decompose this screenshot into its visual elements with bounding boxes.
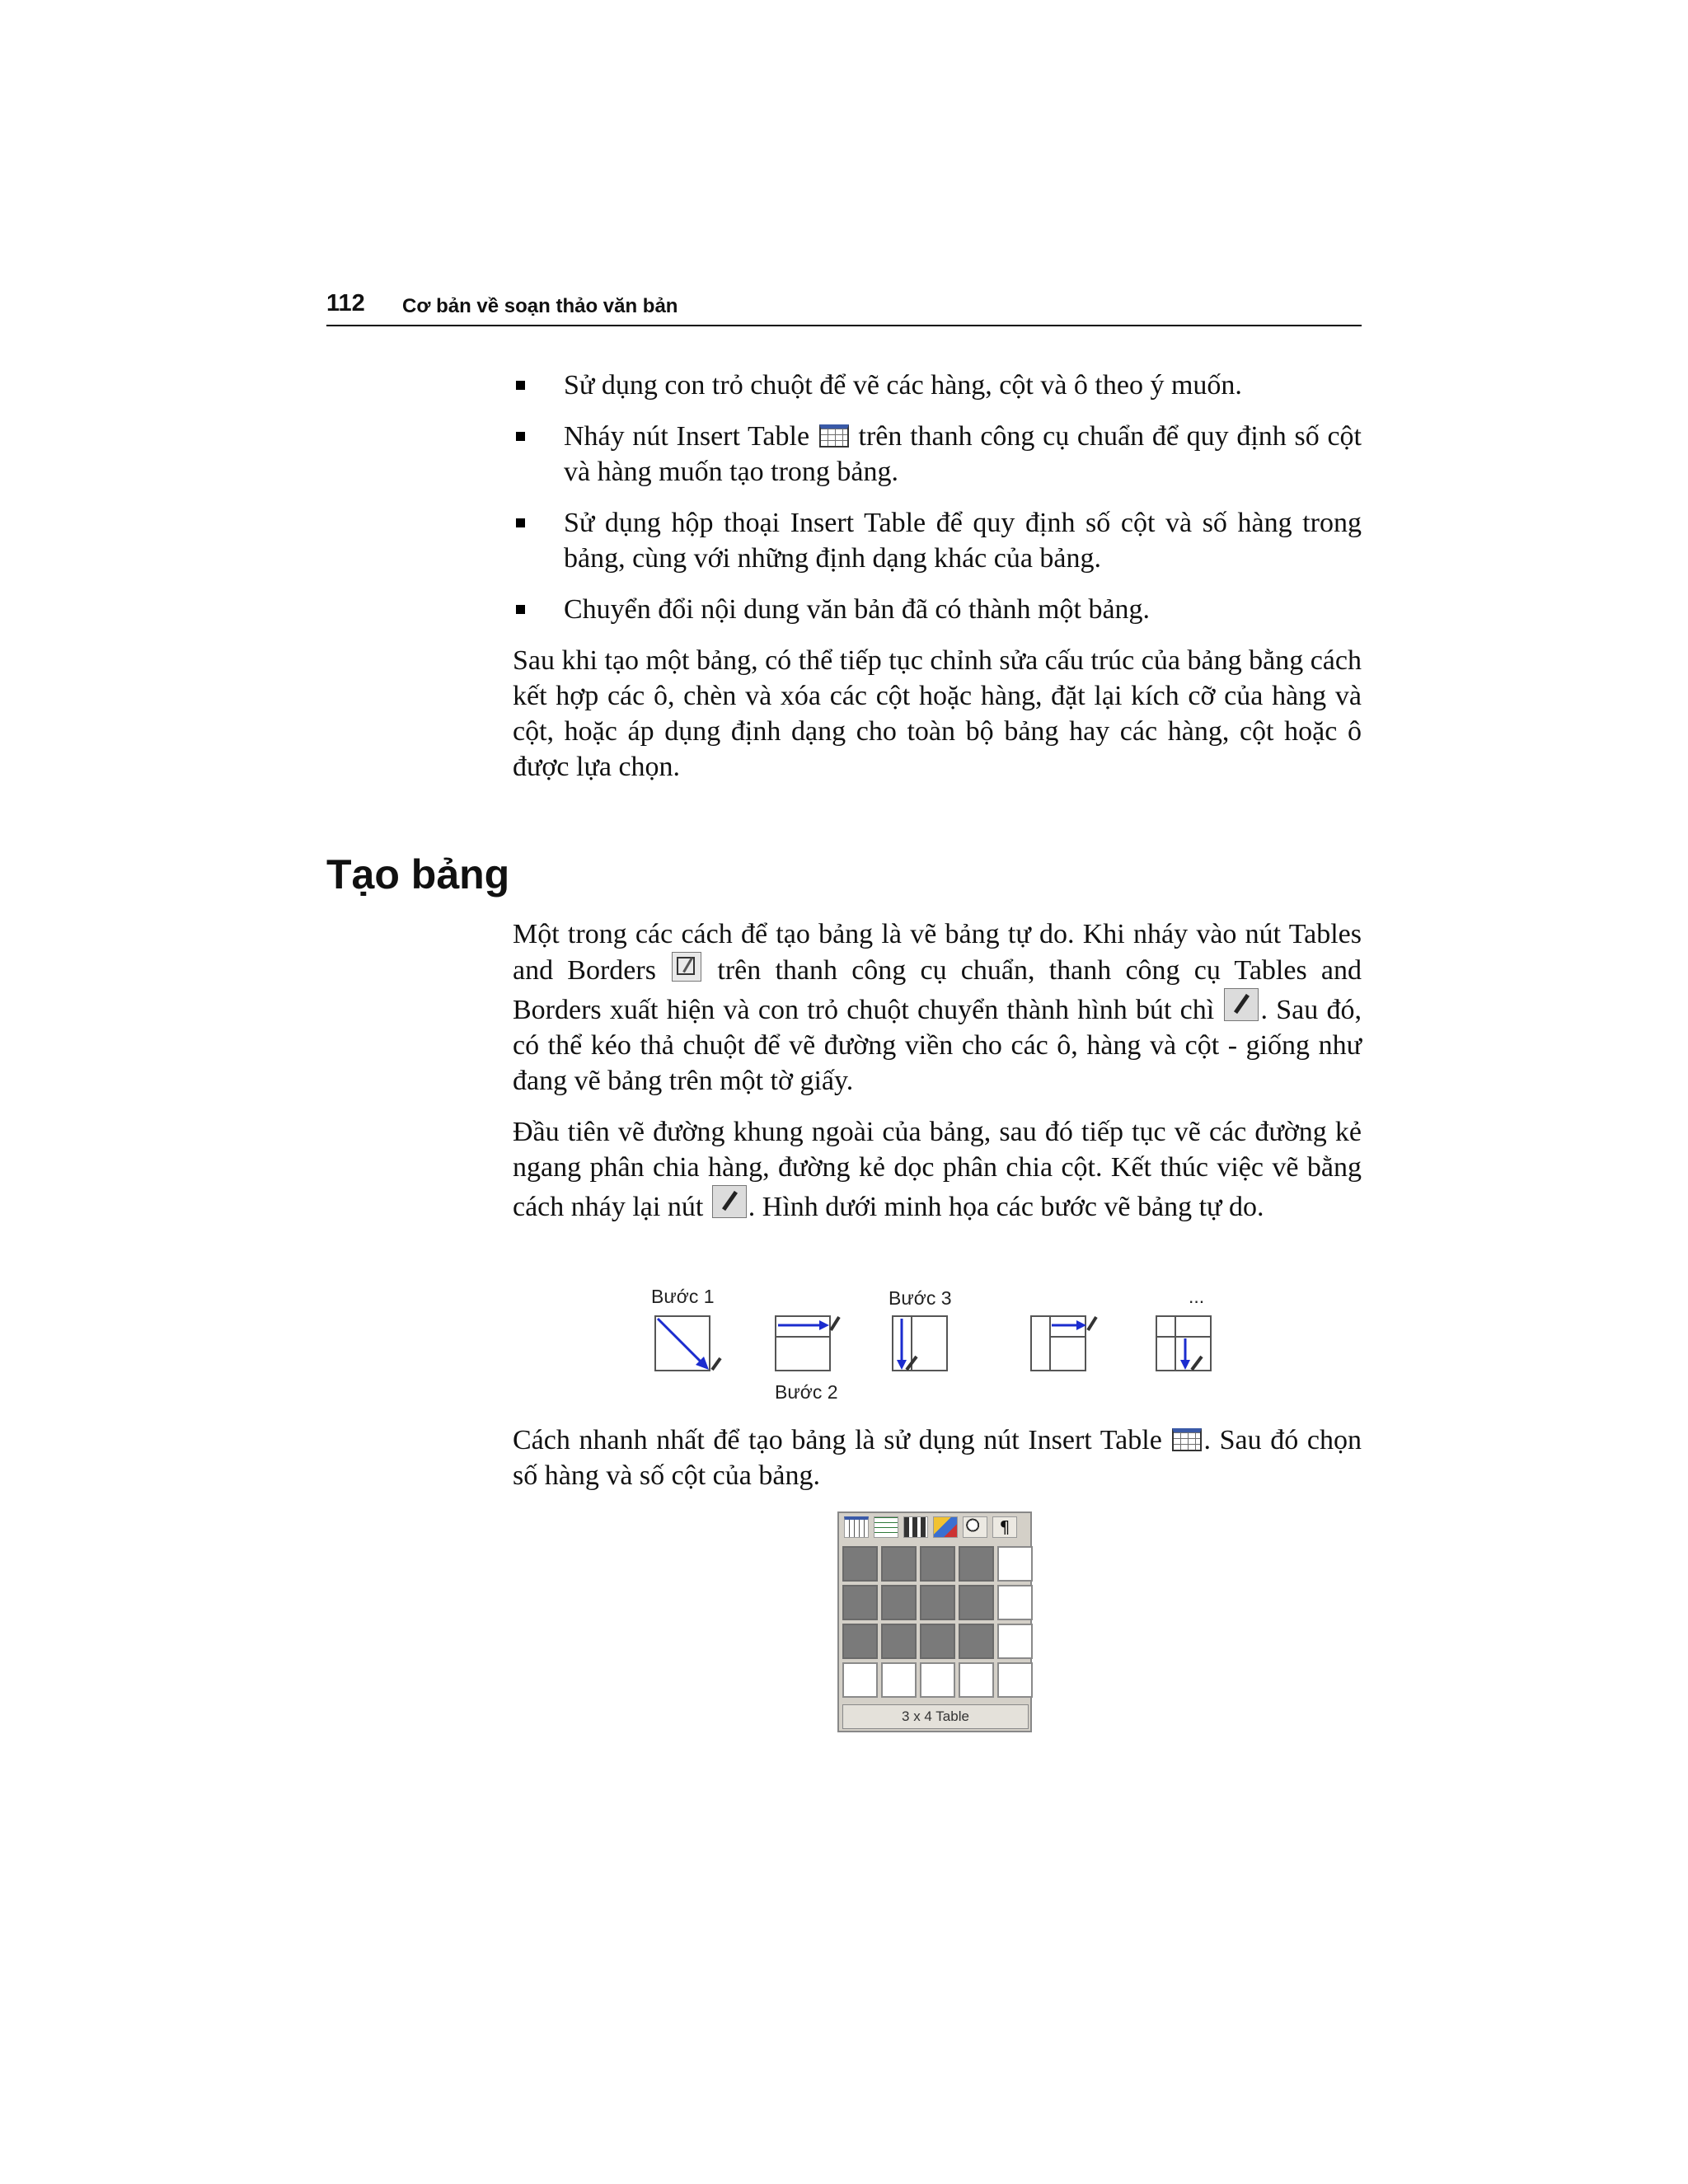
grid-cell[interactable] bbox=[997, 1662, 1033, 1698]
running-title: Cơ bản về soạn thảo văn bản bbox=[402, 295, 678, 317]
drawing-icon[interactable] bbox=[933, 1516, 958, 1538]
step3-box bbox=[892, 1315, 948, 1371]
grid-cell[interactable] bbox=[881, 1624, 917, 1659]
standard-toolbar-strip bbox=[839, 1513, 1030, 1541]
intro-paragraph: Sau khi tạo một bảng, có thể tiếp tục chỉnh sửa cấu trúc của bảng bằng cách kết hợp các ô, chèn và xóa các cột hoặc hàng, đặt lại kích cỡ của hàng và cột, hoặc áp dụng định dạng cho toàn bộ bảng hay các hàng, cột hoặc ô được lựa chọn. bbox=[513, 645, 1362, 782]
step2-label: Bước 2 bbox=[775, 1381, 838, 1403]
paragraph-draw-table: Một trong các cách để tạo bảng là vẽ bảng tự do. Khi nháy vào nút Tables and Borders trên thanh công cụ chuẩn, thanh công cụ Tables and Borders xuất hiện và con trỏ chuột chuyển thành hình bút chì . Sau đó, có thể kéo thả chuột để vẽ đường viền cho các ô, hàng và cột - giống như đang vẽ bảng trên một tờ giấy. bbox=[513, 919, 1362, 1096]
bullet-text: Sử dụng hộp thoại Insert Table để quy định số cột và số hàng trong bảng, cùng với những định dạng khác của bảng. bbox=[564, 508, 1362, 574]
list-item bbox=[513, 592, 1362, 627]
bullet-square-icon bbox=[516, 381, 525, 390]
grid-cell[interactable] bbox=[881, 1662, 917, 1698]
grid-cell[interactable] bbox=[920, 1585, 955, 1620]
bullet-square-icon bbox=[516, 432, 525, 441]
bullet-text: Chuyển đổi nội dung văn bản đã có thành một bảng. bbox=[564, 594, 1151, 625]
grid-cell[interactable] bbox=[842, 1624, 878, 1659]
section-body bbox=[513, 916, 1362, 1240]
table-size-grid[interactable] bbox=[842, 1546, 1033, 1698]
insert-table-icon bbox=[1172, 1428, 1202, 1451]
list-item bbox=[513, 419, 1362, 490]
grid-cell[interactable] bbox=[959, 1546, 994, 1582]
pencil-icon bbox=[712, 1185, 747, 1218]
insert-table-icon bbox=[819, 424, 849, 448]
page-header bbox=[326, 290, 1362, 326]
table-size-status: 3 x 4 Table bbox=[842, 1704, 1029, 1729]
grid-cell[interactable] bbox=[920, 1624, 955, 1659]
grid-cell[interactable] bbox=[881, 1585, 917, 1620]
grid-cell[interactable] bbox=[997, 1624, 1033, 1659]
step1-label: Bước 1 bbox=[651, 1286, 715, 1307]
grid-cell[interactable] bbox=[959, 1585, 994, 1620]
insert-excel-icon[interactable] bbox=[874, 1516, 898, 1538]
grid-cell[interactable] bbox=[997, 1546, 1033, 1582]
insert-table-icon[interactable] bbox=[844, 1516, 869, 1538]
insert-table-paragraph-block bbox=[513, 1422, 1362, 1509]
columns-icon[interactable] bbox=[903, 1516, 928, 1538]
draw-steps-figure bbox=[635, 1286, 1228, 1409]
insert-table-dropdown bbox=[837, 1511, 1032, 1732]
step4-box bbox=[1030, 1315, 1086, 1371]
grid-cell[interactable] bbox=[842, 1662, 878, 1698]
grid-cell[interactable] bbox=[959, 1662, 994, 1698]
pilcrow-icon[interactable]: ¶ bbox=[992, 1516, 1017, 1538]
bullet-square-icon bbox=[516, 518, 525, 527]
section-heading: Tạo bảng bbox=[326, 851, 510, 898]
tables-and-borders-icon bbox=[672, 952, 701, 982]
grid-cell[interactable] bbox=[920, 1546, 955, 1582]
grid-cell[interactable] bbox=[920, 1662, 955, 1698]
vertical-arrow-pencil-icon bbox=[892, 1315, 958, 1381]
bullet-square-icon bbox=[516, 605, 525, 614]
bullet-text: Nháy nút Insert Table bbox=[564, 421, 818, 452]
grid-cell[interactable] bbox=[881, 1546, 917, 1582]
paragraph-draw-steps: Đầu tiên vẽ đường khung ngoài của bảng, sau đó tiếp tục vẽ các đường kẻ ngang phân chia hàng, đường kẻ dọc phân chia cột. Kết thúc việc vẽ bằng cách nháy lại nút . Hình dưới minh họa các bước vẽ bảng tự do. bbox=[513, 1117, 1362, 1222]
step2-box bbox=[775, 1315, 831, 1371]
list-item bbox=[513, 368, 1362, 403]
bullet-text: trên thanh công cụ chuẩn để quy định số cột và hàng muốn tạo trong bảng. bbox=[564, 421, 1362, 487]
horizontal-arrow-pencil-icon bbox=[1030, 1315, 1096, 1381]
paragraph-insert-table: Cách nhanh nhất để tạo bảng là sử dụng nút Insert Table . Sau đó chọn số hàng và số cột của bảng. bbox=[513, 1425, 1362, 1491]
grid-cell[interactable] bbox=[959, 1624, 994, 1659]
grid-cell[interactable] bbox=[842, 1546, 878, 1582]
page-number: 112 bbox=[326, 290, 365, 316]
grid-cell[interactable] bbox=[997, 1585, 1033, 1620]
grid-cell[interactable] bbox=[842, 1585, 878, 1620]
vertical-arrow-pencil-icon bbox=[1156, 1315, 1221, 1381]
step1-box bbox=[654, 1315, 710, 1371]
more-steps-label: ... bbox=[1189, 1286, 1205, 1307]
bullet-list bbox=[513, 368, 1362, 627]
horizontal-arrow-pencil-icon bbox=[775, 1315, 841, 1381]
step5-box bbox=[1156, 1315, 1212, 1371]
bullet-text: Sử dụng con trỏ chuột để vẽ các hàng, cột và ô theo ý muốn. bbox=[564, 370, 1242, 401]
diagonal-arrow-pencil-icon bbox=[654, 1315, 720, 1381]
bullet-section bbox=[513, 368, 1362, 800]
pencil-icon bbox=[1224, 988, 1259, 1021]
step3-label: Bước 3 bbox=[889, 1287, 952, 1309]
document-map-icon[interactable] bbox=[963, 1516, 987, 1538]
list-item bbox=[513, 505, 1362, 576]
